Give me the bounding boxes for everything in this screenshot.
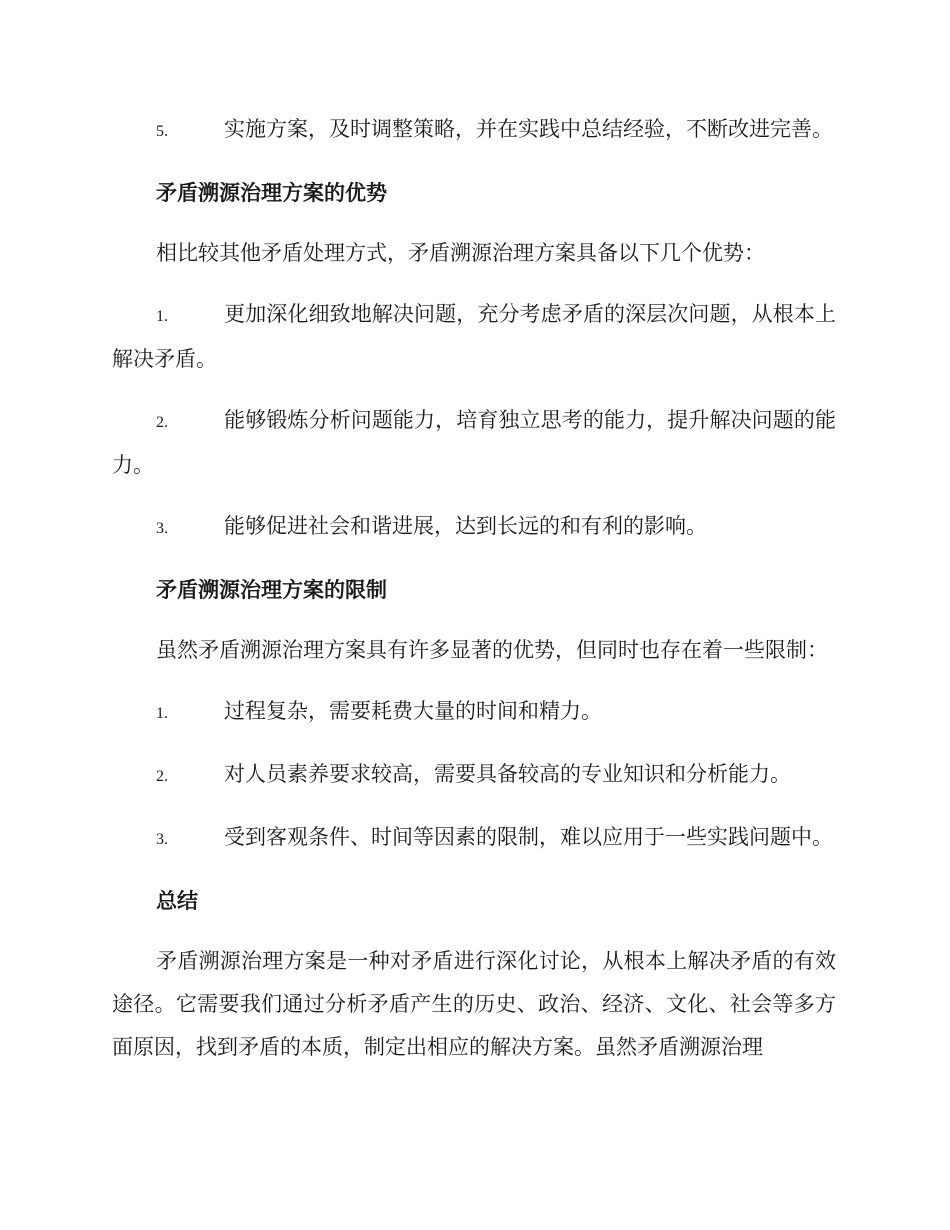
list-item-text: 能够锻炼分析问题能力，培育独立思考的能力，提升解决问题的能力。 [112, 408, 836, 477]
section-body-summary: 矛盾溯源治理方案是一种对矛盾进行深化讨论，从根本上解决矛盾的有效途径。它需要我们通过分析矛盾产生的历史、政治、经济、文化、社会等多方面原因，找到矛盾的本质，制定出相应的解决方案。虽然矛盾溯源治理 [112, 949, 836, 1059]
list-item [112, 753, 836, 798]
list-item [112, 293, 836, 381]
list-item [112, 816, 836, 861]
list-item [112, 399, 836, 487]
list-item-text: 更加深化细致地解决问题，充分考虑矛盾的深层次问题，从根本上解决矛盾。 [112, 302, 836, 371]
list-item [112, 108, 836, 153]
list-item-number: 1. [156, 308, 168, 325]
list-item-text: 受到客观条件、时间等因素的限制，难以应用于一些实践问题中。 [224, 825, 833, 849]
list-item-number: 3. [156, 520, 168, 537]
list-item-number: 3. [156, 831, 168, 848]
section-intro-advantages: 相比较其他矛盾处理方式，矛盾溯源治理方案具备以下几个优势： [156, 241, 765, 265]
section-heading-limits: 矛盾溯源治理方案的限制 [156, 577, 387, 602]
list-item-number: 2. [156, 414, 168, 431]
list-item-number: 1. [156, 705, 168, 722]
list-item-number: 2. [156, 768, 168, 785]
list-item-text: 对人员素养要求较高，需要具备较高的专业知识和分析能力。 [224, 762, 791, 786]
list-item [112, 505, 836, 550]
list-item-number: 5. [156, 123, 168, 140]
section-intro-limits: 虽然矛盾溯源治理方案具有许多显著的优势，但同时也存在着一些限制： [156, 638, 828, 662]
section-heading-summary: 总结 [156, 888, 198, 913]
list-item-text: 实施方案，及时调整策略，并在实践中总结经验，不断改进完善。 [224, 117, 833, 141]
list-item-text: 能够促进社会和谐进展，达到长远的和有利的影响。 [224, 514, 707, 538]
list-item [112, 690, 836, 735]
document-body [112, 108, 836, 1087]
section-heading-advantages: 矛盾溯源治理方案的优势 [156, 180, 387, 205]
list-item-text: 过程复杂，需要耗费大量的时间和精力。 [224, 699, 602, 723]
